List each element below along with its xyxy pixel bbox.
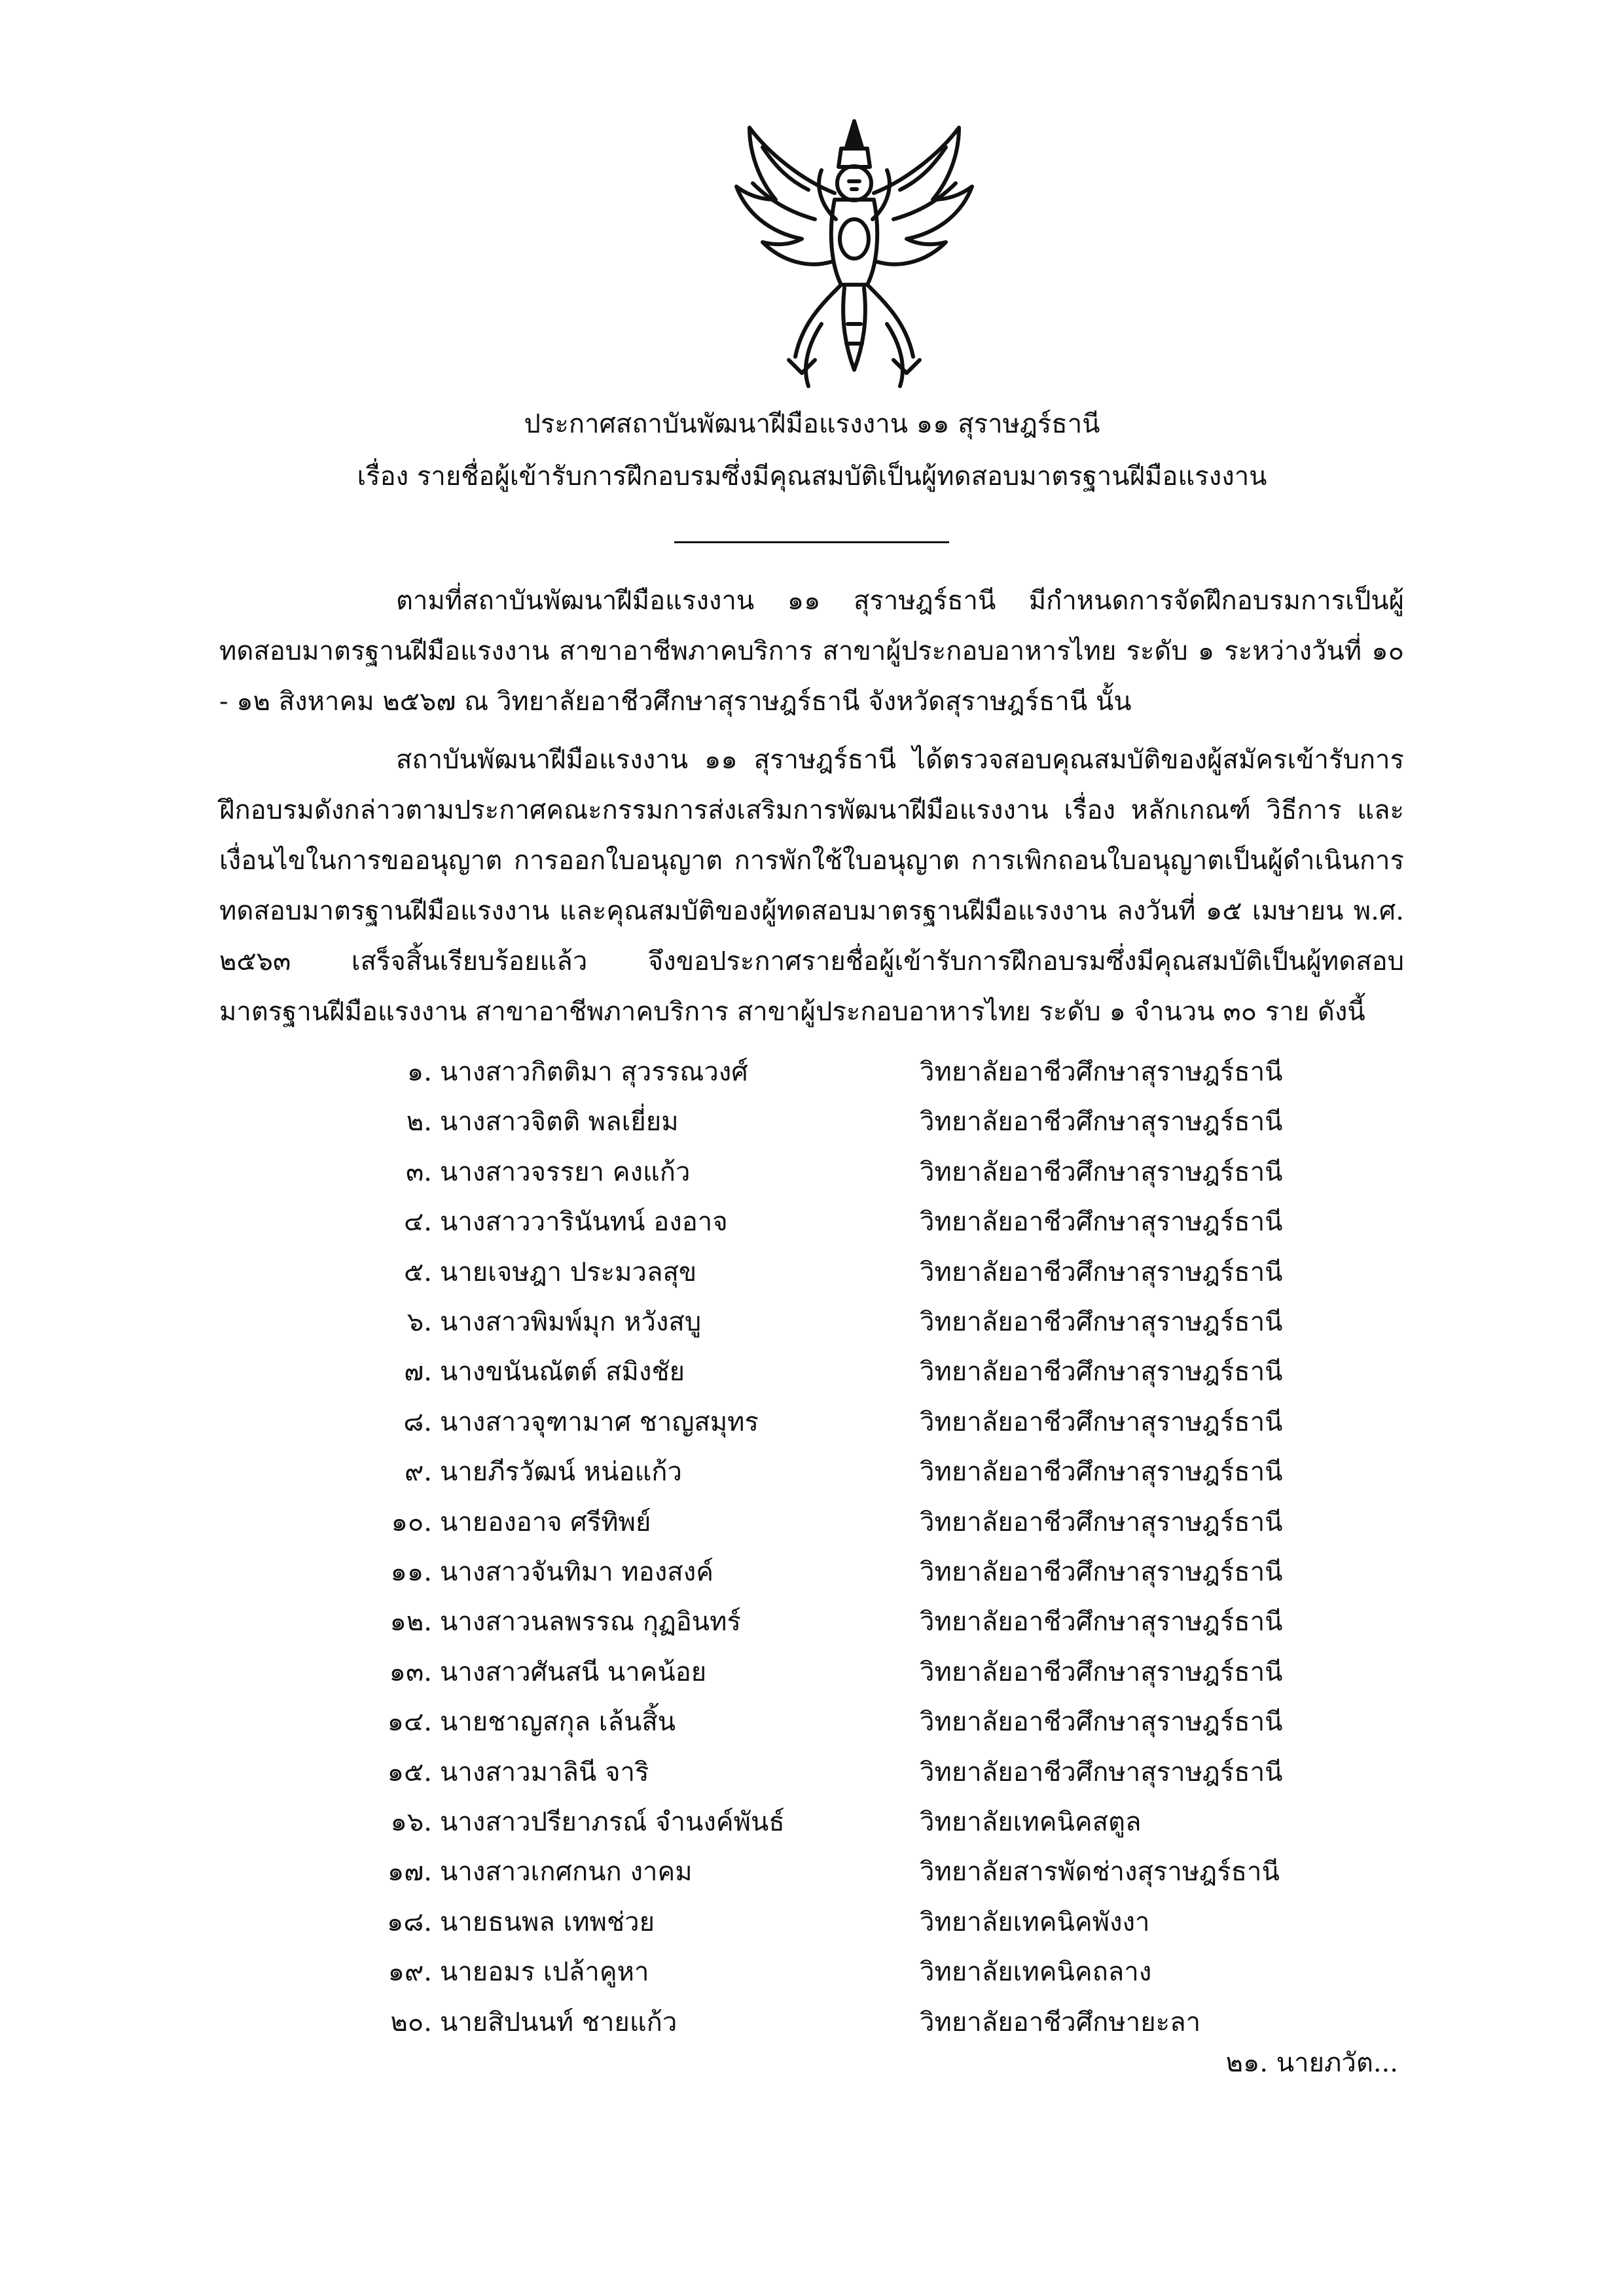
list-item-name: นางสาวจิตติ พลเยี่ยม xyxy=(440,1107,679,1138)
title-divider xyxy=(674,541,949,543)
list-item xyxy=(0,1147,1624,1198)
list-item-institution: วิทยาลัยอาชีวศึกษาสุราษฎร์ธานี xyxy=(920,1757,1283,1787)
list-item-institution: วิทยาลัยสารพัดช่างสุราษฎร์ธานี xyxy=(920,1857,1280,1888)
list-item-number: ๑๘. xyxy=(387,1907,432,1937)
list-item-name: นายสิปนนท์ ชายแก้ว xyxy=(440,2007,677,2037)
list-item-number: ๗. xyxy=(404,1357,432,1388)
list-item-name: นางสาวจรรยา คงแก้ว xyxy=(440,1157,691,1187)
list-item-name: นายธนพล เทพช่วย xyxy=(440,1907,655,1937)
list-item-number: ๒๐. xyxy=(390,2007,432,2037)
list-item xyxy=(0,1047,1624,1098)
announcement-subject: เรื่อง รายชื่อผู้เข้ารับการฝึกอบรมซึ่งมีคุณสมบัติเป็นผู้ทดสอบมาตรฐานฝีมือแรงงาน xyxy=(357,461,1267,492)
list-item-number: ๑๒. xyxy=(389,1607,432,1638)
list-item-number: ๑๐. xyxy=(391,1507,432,1537)
list-item-name: นายเจษฎา ประมวลสุข xyxy=(440,1257,697,1287)
list-item-name: นางสาวศันสนี นาคน้อย xyxy=(440,1657,707,1687)
list-item-number: ๒. xyxy=(406,1107,432,1138)
announcement-title: ประกาศสถาบันพัฒนาฝีมือแรงงาน ๑๑ สุราษฎร์ธานี xyxy=(524,409,1100,439)
list-item-name: นางสาวนลพรรณ กุฏอินทร์ xyxy=(440,1607,741,1638)
list-item-number: ๑. xyxy=(406,1057,432,1087)
list-item xyxy=(0,1748,1624,1798)
paragraph-2-text: สถาบันพัฒนาฝีมือแรงงาน ๑๑ สุราษฎร์ธานี ได้ตรวจสอบคุณสมบัติของผู้สมัครเข้ารับการฝึกอบรมดังกล่าวตามประกาศคณะกรรมการส่งเสริมการพัฒนาฝีมือแรงงาน เรื่อง หลักเกณฑ์ วิธีการ และเงื่อนไขในการขออนุญาต การออกใบอนุญาต การพักใช้ใบอนุญาต การเพิกถอนใบอนุญาตเป็นผู้ดำเนินการทดสอบมาตรฐานฝีมือแรงงาน และคุณสมบัติของผู้ทดสอบมาตรฐานฝีมือแรงงาน ลงวันที่ ๑๕ เมษายน พ.ศ. ๒๕๖๓ เสร็จสิ้นเรียบร้อยแล้ว จึงขอประกาศรายชื่อผู้เข้ารับการฝึกอบรมซึ่งมีคุณสมบัติเป็นผู้ทดสอบมาตรฐานฝีมือแรงงาน สาขาอาชีพภาคบริการ สาขาผู้ประกอบอาหารไทย ระดับ ๑ จำนวน ๓๐ ราย ดังนี้ xyxy=(219,745,1404,1027)
list-item xyxy=(0,1197,1624,1247)
list-item xyxy=(0,1847,1624,1897)
continuation-marker: ๒๑. นายภวัต... xyxy=(1225,2048,1398,2078)
garuda-emblem-icon xyxy=(723,108,985,396)
list-item-number: ๑๙. xyxy=(388,1957,432,1988)
list-item xyxy=(0,1897,1624,1948)
list-item-institution: วิทยาลัยอาชีวศึกษาสุราษฎร์ธานี xyxy=(920,1557,1283,1587)
list-item xyxy=(0,1347,1624,1397)
list-item-number: ๕. xyxy=(404,1257,432,1287)
list-item xyxy=(0,1547,1624,1598)
list-item-institution: วิทยาลัยอาชีวศึกษาสุราษฎร์ธานี xyxy=(920,1657,1283,1687)
list-item-name: นายอมร เปล้าคูหา xyxy=(440,1957,649,1988)
list-item-number: ๖. xyxy=(406,1307,432,1337)
list-item-institution: วิทยาลัยอาชีวศึกษาสุราษฎร์ธานี xyxy=(920,1057,1283,1087)
list-item xyxy=(0,1447,1624,1498)
list-item-institution: วิทยาลัยอาชีวศึกษาสุราษฎร์ธานี xyxy=(920,1607,1283,1638)
list-item-institution: วิทยาลัยเทคนิคถลาง xyxy=(920,1957,1152,1988)
list-item-number: ๑๔. xyxy=(387,1707,432,1738)
list-item-institution: วิทยาลัยอาชีวศึกษาสุราษฎร์ธานี xyxy=(920,1507,1283,1537)
list-item-name: นางสาวจุฑามาศ ชาญสมุทร xyxy=(440,1407,759,1437)
list-item xyxy=(0,1998,1624,2048)
list-item xyxy=(0,1097,1624,1147)
list-item-number: ๑๗. xyxy=(387,1857,432,1888)
list-item-name: นางสาววารินันทน์ องอาจ xyxy=(440,1207,728,1238)
list-item-number: ๔. xyxy=(404,1207,432,1238)
body-paragraph-2 xyxy=(219,735,1404,1037)
list-item-name: นายชาญสกุล เล้นสิ้น xyxy=(440,1707,676,1738)
list-item-name: นางสาวจันทิมา ทองสงค์ xyxy=(440,1557,713,1587)
list-item xyxy=(0,1797,1624,1848)
list-item-name: นางสาวพิมพ์มุก หวังสบู xyxy=(440,1307,702,1337)
list-item-institution: วิทยาลัยอาชีวศึกษาสุราษฎร์ธานี xyxy=(920,1307,1283,1337)
list-item xyxy=(0,1247,1624,1298)
list-item-institution: วิทยาลัยเทคนิคพังงา xyxy=(920,1907,1150,1937)
list-item-number: ๑๖. xyxy=(390,1807,432,1837)
list-item-institution: วิทยาลัยอาชีวศึกษาสุราษฎร์ธานี xyxy=(920,1707,1283,1738)
list-item xyxy=(0,1647,1624,1698)
list-item xyxy=(0,1498,1624,1548)
paragraph-1-text: ตามที่สถาบันพัฒนาฝีมือแรงงาน ๑๑ สุราษฎร์ธานี มีกำหนดการจัดฝึกอบรมการเป็นผู้ทดสอบมาตรฐานฝีมือแรงงาน สาขาอาชีพภาคบริการ สาขาผู้ประกอบอาหารไทย ระดับ ๑ ระหว่างวันที่ ๑๐ - ๑๒ สิงหาคม ๒๕๖๗ ณ วิทยาลัยอาชีวศึกษาสุราษฎร์ธานี จังหวัดสุราษฎร์ธานี นั้น xyxy=(219,586,1404,717)
list-item-institution: วิทยาลัยอาชีวศึกษาสุราษฎร์ธานี xyxy=(920,1407,1283,1437)
list-item-number: ๘. xyxy=(403,1407,432,1437)
list-item xyxy=(0,1947,1624,1998)
list-item-institution: วิทยาลัยอาชีวศึกษาสุราษฎร์ธานี xyxy=(920,1457,1283,1488)
list-item-number: ๑๑. xyxy=(390,1557,432,1587)
body-paragraph-1 xyxy=(219,576,1404,727)
list-item-name: นายภีรวัฒน์ หน่อแก้ว xyxy=(440,1457,682,1488)
list-item-number: ๑๓. xyxy=(389,1657,432,1687)
list-item-institution: วิทยาลัยอาชีวศึกษายะลา xyxy=(920,2007,1201,2037)
list-item-name: นางสาวมาลินี จาริ xyxy=(440,1757,649,1787)
list-item-institution: วิทยาลัยเทคนิคสตูล xyxy=(920,1807,1142,1837)
list-item xyxy=(0,1697,1624,1748)
list-item xyxy=(0,1597,1624,1647)
list-item-number: ๙. xyxy=(404,1457,432,1488)
list-item-name: นางสาวเกศกนก งาคม xyxy=(440,1857,693,1888)
list-item-institution: วิทยาลัยอาชีวศึกษาสุราษฎร์ธานี xyxy=(920,1357,1283,1388)
list-item-institution: วิทยาลัยอาชีวศึกษาสุราษฎร์ธานี xyxy=(920,1207,1283,1238)
list-item-name: นางสาวกิตติมา สุวรรณวงศ์ xyxy=(440,1057,748,1087)
list-item xyxy=(0,1297,1624,1348)
list-item-institution: วิทยาลัยอาชีวศึกษาสุราษฎร์ธานี xyxy=(920,1157,1283,1187)
list-item-institution: วิทยาลัยอาชีวศึกษาสุราษฎร์ธานี xyxy=(920,1257,1283,1287)
list-item-number: ๑๕. xyxy=(387,1757,432,1787)
list-item-name: นายองอาจ ศรีทิพย์ xyxy=(440,1507,651,1537)
list-item-number: ๓. xyxy=(405,1157,432,1187)
list-item-name: นางสาวปรียาภรณ์ จำนงค์พันธ์ xyxy=(440,1807,785,1837)
list-item xyxy=(0,1397,1624,1448)
list-item-name: นางขนันณัตต์ สมิงชัย xyxy=(440,1357,685,1388)
list-item-institution: วิทยาลัยอาชีวศึกษาสุราษฎร์ธานี xyxy=(920,1107,1283,1138)
